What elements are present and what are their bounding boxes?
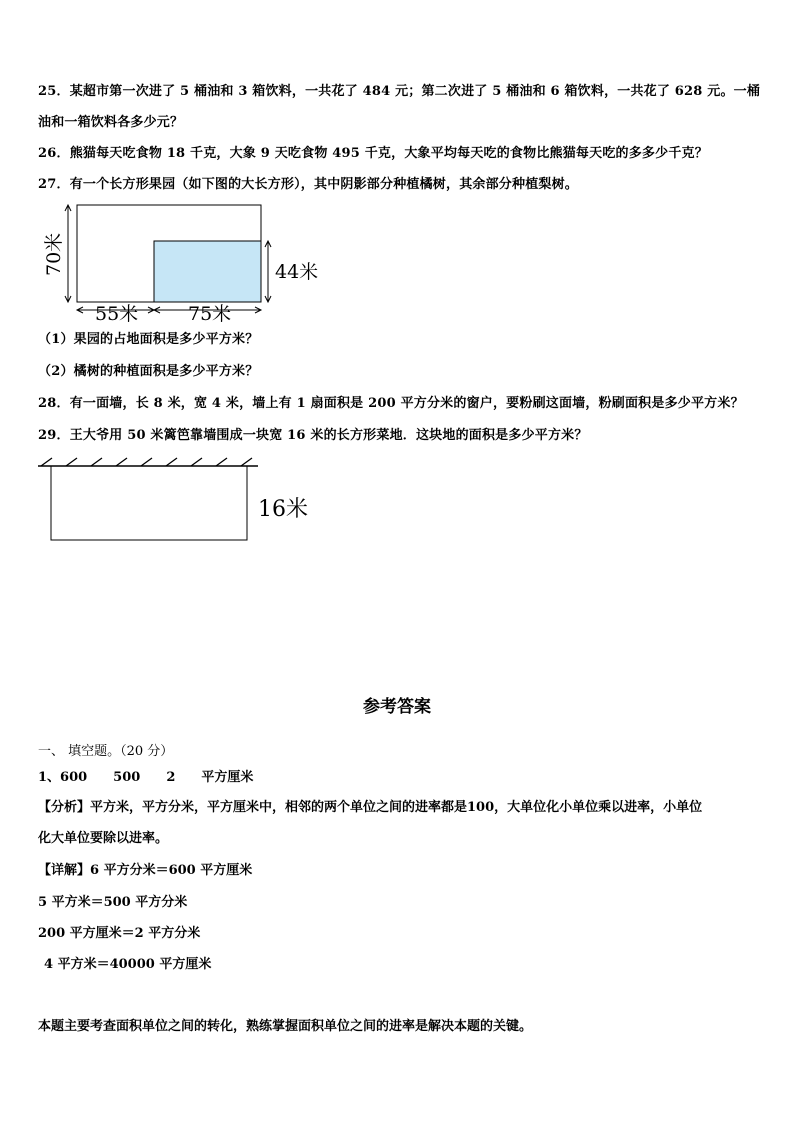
- fence-outline: [51, 466, 247, 540]
- answers-title: 参考答案: [363, 697, 431, 717]
- question-25-line-1: 25．某超市第一次进了 5 桶油和 3 箱饮料，一共花了 484 元；第二次进了 5 桶油和 6 箱饮料，一共花了 628 元。一桶: [38, 84, 761, 99]
- analysis-line-1: 【分析】平方米，平方分米，平方厘米中，相邻的两个单位之间的进率都是100，大单位化小单位乘以进率，小单位: [38, 800, 703, 815]
- conclusion: 本题主要考查面积单位之间的转化，熟练掌握面积单位之间的进率是解决本题的关键。: [38, 1019, 533, 1034]
- step-2: 5 平方米＝500 平方分米: [38, 895, 188, 910]
- question-25-line-2: 油和一箱饮料各多少元？: [38, 115, 184, 130]
- question-27-sub-1: （1）果园的占地面积是多少平方米？: [38, 332, 259, 347]
- orchard-diagram: [38, 198, 338, 328]
- section-1-heading: 一、 填空题。（20 分）: [38, 744, 174, 759]
- vegetable-plot-diagram: [36, 454, 336, 546]
- detail-line: 【详解】6 平方分米＝600 平方厘米: [38, 863, 253, 878]
- label-75m: 75米: [188, 303, 232, 325]
- question-27-sub-2: （2）橘树的种植面积是多少平方米？: [38, 364, 259, 379]
- question-27: 27．有一个长方形果园（如下图的大长方形），其中阴影部分种植橘树，其余部分种植梨树。: [38, 177, 578, 192]
- label-16m: 16米: [258, 497, 308, 522]
- question-29: 29．王大爷用 50 米篱笆靠墙围成一块宽 16 米的长方形菜地．这块地的面积是多少平方米？: [38, 428, 588, 443]
- label-44m: 44米: [275, 261, 319, 283]
- label-55m: 55米: [95, 303, 139, 325]
- step-4: 4 平方米＝40000 平方厘米: [44, 957, 212, 972]
- step-3: 200 平方厘米＝2 平方分米: [38, 926, 201, 941]
- wall-hatching: [41, 458, 252, 466]
- question-28: 28．有一面墙，长 8 米，宽 4 米，墙上有 1 扇面积是 200 平方分米的窗户，要粉刷这面墙，粉刷面积是多少平方米？: [38, 396, 744, 411]
- orange-tree-area: [154, 241, 261, 302]
- label-70m: 70米: [43, 232, 65, 276]
- answer-1: 1、600 500 2 平方厘米: [38, 770, 254, 785]
- analysis-line-2: 化大单位要除以进率。: [38, 831, 169, 846]
- question-26: 26．熊猫每天吃食物 18 千克，大象 9 天吃食物 495 千克，大象平均每天吃的食物比熊猫每天吃的多多少千克？: [38, 146, 708, 161]
